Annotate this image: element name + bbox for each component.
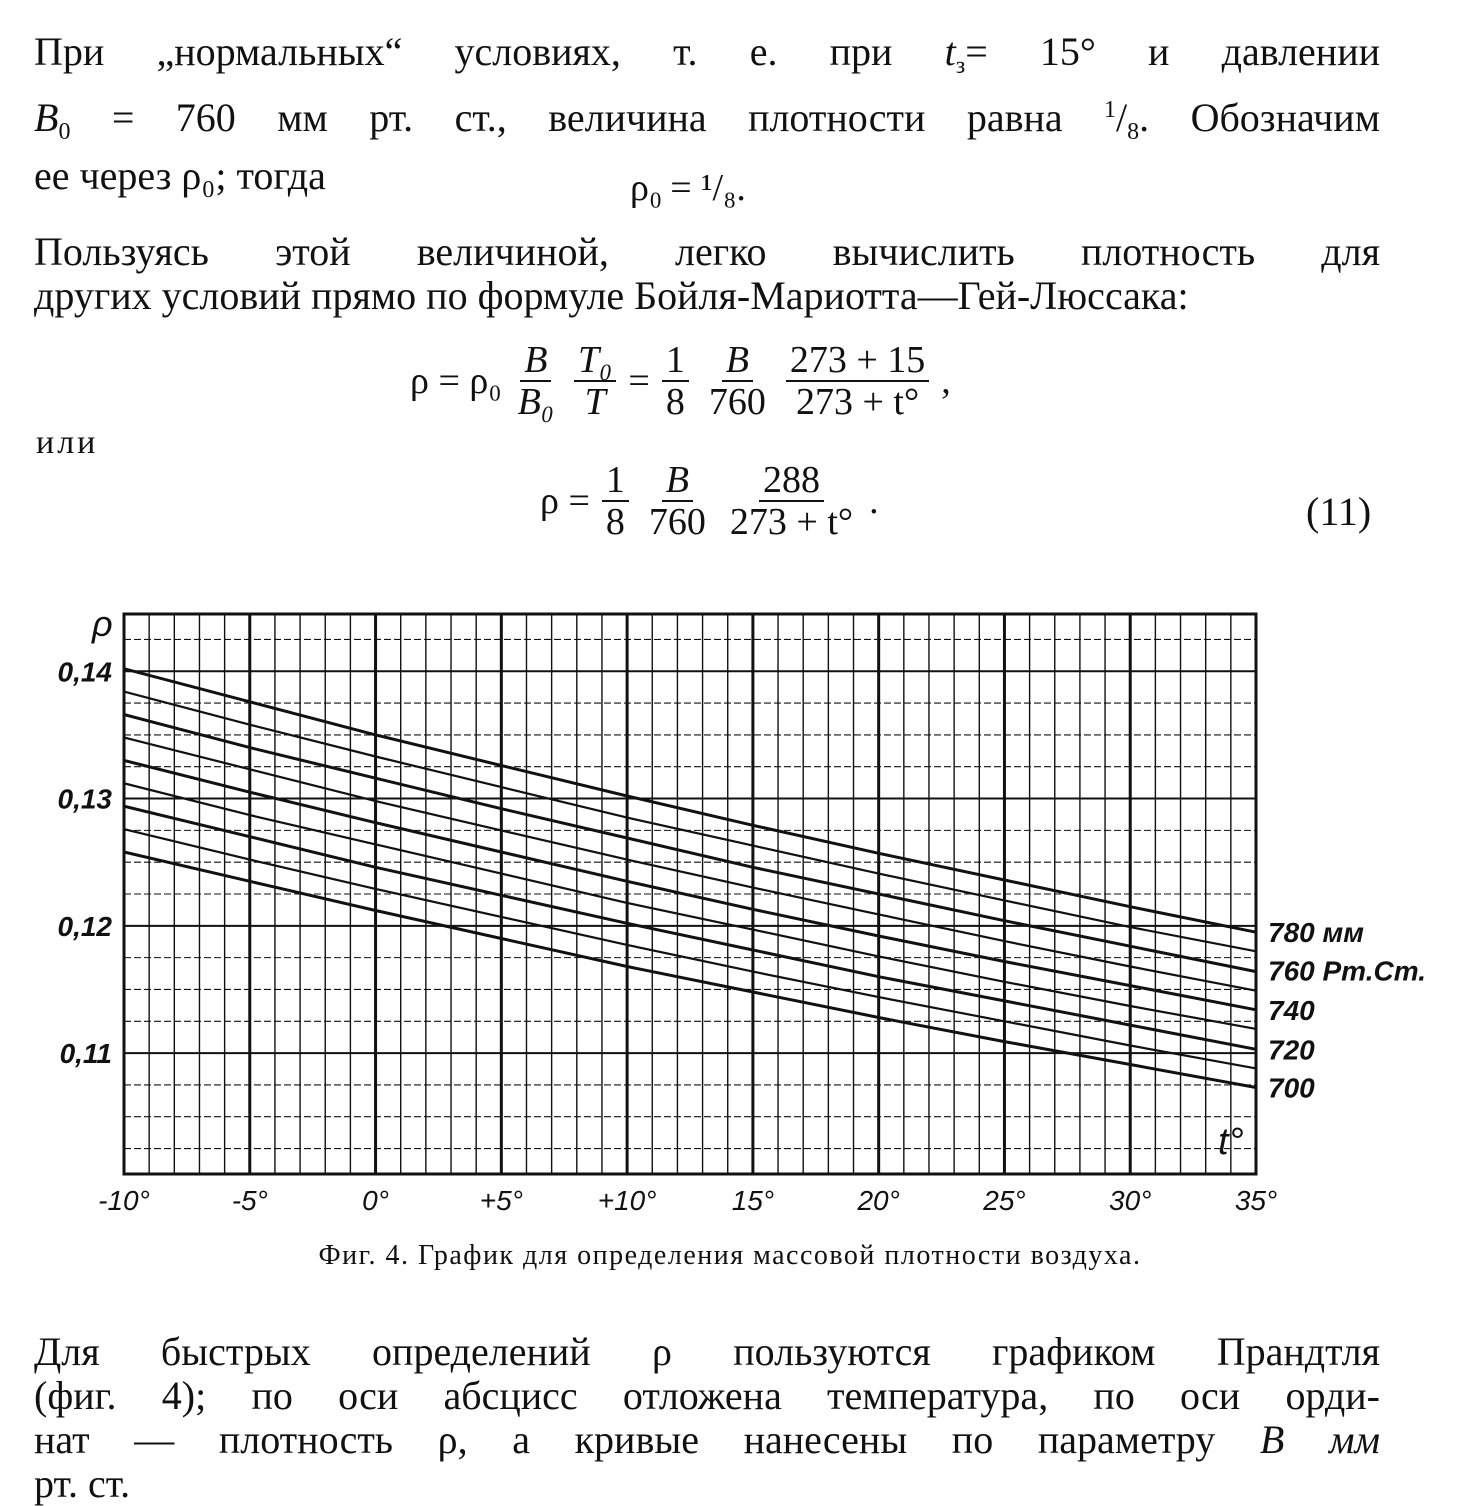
equation-boyle-mariotte: ρ = ρ₀ $\frac{B}{\text{B₀}}$ $\frac{\text{T₀}}{T}$ = $\frac{1}{8}$ $\frac{B}{760}$ $\frac{273 + 15}{273 + t^\circ}$ ,: [410, 339, 951, 423]
x-tick-label: +10°: [597, 1185, 657, 1216]
x-tick-label: -5°: [231, 1185, 268, 1216]
curve-label: 720: [1268, 1034, 1315, 1066]
series-line-760: [124, 715, 1256, 972]
x-tick-label: 30°: [1109, 1185, 1152, 1216]
y-tick-label: 0,13: [57, 783, 112, 815]
curve-label: 700: [1268, 1072, 1315, 1104]
para3-line-1: Для быстрых определений ρ пользуются графиком Прандтля: [34, 1329, 1380, 1374]
para2-line-1: Пользуясь этой величиной, легко вычислить плотность для: [34, 229, 1380, 274]
para3-line-2: (фиг. 4); по оси абсцисс отложена температура, по оси орди-: [34, 1373, 1380, 1418]
x-tick-label: 0°: [362, 1185, 389, 1216]
para3-line-3: нат — плотность ρ, а кривые нанесены по параметру B мм: [34, 1417, 1380, 1462]
series-line-780: [124, 669, 1256, 933]
series-line-710: [124, 829, 1256, 1068]
x-tick-label: -10°: [98, 1185, 150, 1216]
curve-label: 780 мм: [1268, 917, 1364, 949]
x-tick-label: 25°: [983, 1185, 1026, 1216]
intro-line-3: ее через ρ₀; тогда: [34, 153, 326, 198]
equation-number: (11): [1306, 489, 1372, 534]
series-line-740: [124, 760, 1256, 1009]
x-tick-label: +5°: [479, 1185, 523, 1216]
paragraph-2: [34, 230, 1380, 318]
intro-line-2: $B_0 = 760$ мм рт. ст., величина плотности равна $^1/_8$. Обозначим: [34, 95, 1381, 145]
series-line-750: [124, 738, 1256, 991]
para2-line-2: других условий прямо по формуле Бойля-Мариотта—Гей-Люссака:: [34, 273, 1189, 318]
y-axis-label: ρ: [92, 603, 113, 644]
equation-rho0: ρ₀ = ¹/₈.: [630, 167, 746, 209]
curve-label: 760 Рт.Ст.: [1268, 955, 1427, 987]
x-tick-label: 20°: [857, 1185, 900, 1216]
y-tick-label: 0,14: [57, 656, 112, 688]
figure-caption: Фиг. 4. График для определения массовой плотности воздуха.: [318, 1240, 1142, 1271]
y-tick-label: 0,12: [57, 910, 112, 942]
x-axis-label: t°: [1218, 1121, 1244, 1163]
intro-line-1: При „нормальных“ условиях, т. е. при $t_з= 15^\circ$ и давлении: [34, 29, 1381, 79]
equation-11: ρ = $\frac{1}{8}$ $\frac{B}{760}$ $\frac{288}{273 + t^\circ}$ .: [540, 459, 879, 543]
para3-line-4: рт. ст.: [34, 1461, 131, 1506]
or-word: или: [36, 424, 99, 461]
curve-label: 740: [1268, 994, 1315, 1026]
series-line-700: [124, 852, 1256, 1088]
series-line-730: [124, 783, 1256, 1029]
x-tick-label: 35°: [1234, 1185, 1278, 1216]
series-line-720: [124, 806, 1256, 1049]
series-line-770: [124, 692, 1256, 952]
paragraph-3: [34, 1330, 1380, 1506]
x-tick-label: 15°: [731, 1185, 775, 1216]
plot-frame: [124, 614, 1256, 1174]
y-tick-label: 0,11: [59, 1038, 112, 1070]
